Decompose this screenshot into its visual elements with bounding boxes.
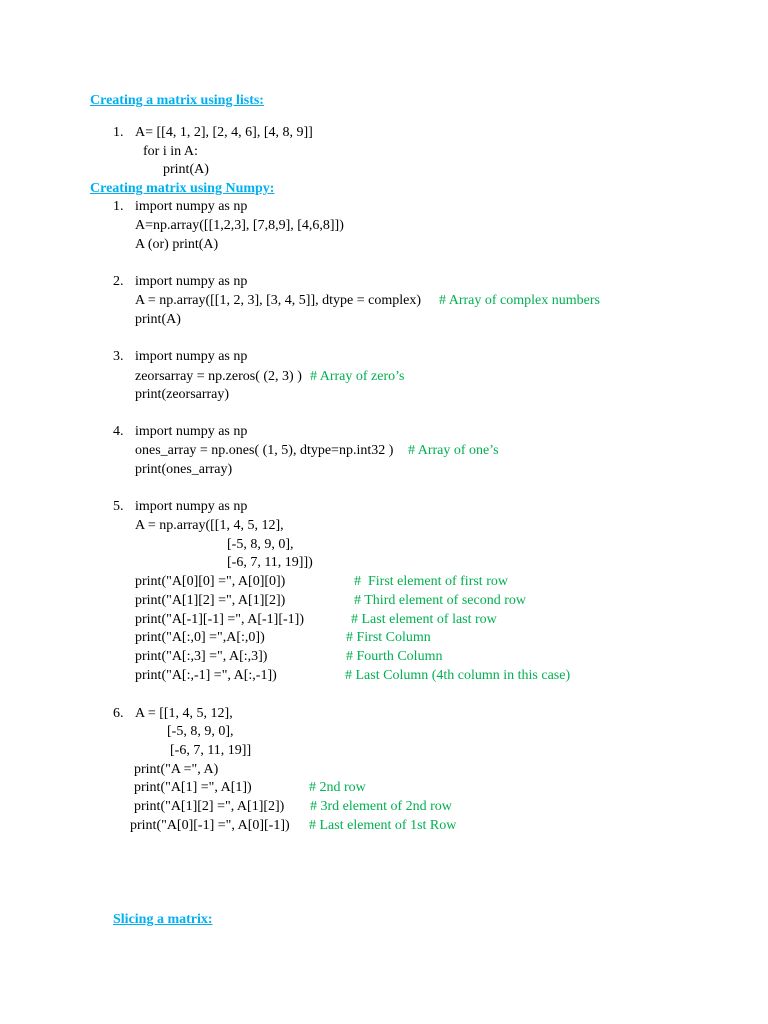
code-line: [-6, 7, 11, 19]]) [227,555,313,570]
code-line: print("A[:,-1] =", A[:,-1]) [135,668,277,683]
code-comment: # 2nd row [309,780,366,795]
heading-slicing-a-matrix: Slicing a matrix: [113,912,213,927]
code-comment: # Last element of last row [351,612,497,627]
code-line: import numpy as np [135,349,248,364]
code-line: print(zeorsarray) [135,387,230,402]
code-line: print("A[0][0] =", A[0][0]) [135,574,286,589]
heading-matrix-using-lists: Creating a matrix using lists: [90,93,264,108]
code-line: print("A =", A) [134,762,219,777]
code-line: for i in A: [143,144,198,159]
code-comment: # Last Column (4th column in this case) [345,668,571,683]
code-comment: # Last element of 1st Row [309,818,457,833]
code-line: import numpy as np [135,424,248,439]
code-line: ones_array = np.ones( (1, 5), dtype=np.int32 ) [135,443,394,458]
code-line: import numpy as np [135,199,248,214]
code-line: A= [[4, 1, 2], [2, 4, 6], [4, 8, 9]] [135,125,313,140]
code-line: import numpy as np [135,274,248,289]
code-line: print("A[0][-1] =", A[0][-1]) [130,818,290,833]
list-number: 1. [113,199,124,214]
code-comment: # Array of one’s [408,443,499,458]
code-line: [-5, 8, 9, 0], [227,537,294,552]
list-number: 3. [113,349,124,364]
code-comment: # Fourth Column [346,649,443,664]
code-line: print(ones_array) [135,462,233,477]
code-comment: # Third element of second row [354,593,526,608]
code-line: print(A) [163,162,209,177]
list-number: 5. [113,499,124,514]
code-comment: # First element of first row [354,574,508,589]
code-line: A=np.array([[1,2,3], [7,8,9], [4,6,8]]) [135,218,344,233]
code-comment: # 3rd element of 2nd row [310,799,452,814]
code-comment: # Array of zero’s [310,369,405,384]
code-line: A = np.array([[1, 2, 3], [3, 4, 5]], dtype = complex) [135,293,421,308]
list-number: 1. [113,125,124,140]
code-line: print("A[-1][-1] =", A[-1][-1]) [135,612,304,627]
code-line: A (or) print(A) [135,237,219,252]
code-comment: # Array of complex numbers [439,293,600,308]
code-line: import numpy as np [135,499,248,514]
code-line: print("A[1][2] =", A[1][2]) [134,799,285,814]
code-line: A = [[1, 4, 5, 12], [135,706,233,721]
code-line: zeorsarray = np.zeros( (2, 3) ) [135,369,302,384]
list-number: 6. [113,706,124,721]
code-line: A = np.array([[1, 4, 5, 12], [135,518,284,533]
code-line: [-5, 8, 9, 0], [167,724,234,739]
code-line: print(A) [135,312,181,327]
code-line: print("A[1][2] =", A[1][2]) [135,593,286,608]
code-line: print("A[:,3] =", A[:,3]) [135,649,268,664]
code-line: print("A[:,0] =",A[:,0]) [135,630,265,645]
heading-matrix-using-numpy: Creating matrix using Numpy: [90,181,275,196]
code-line: [-6, 7, 11, 19]] [170,743,252,758]
list-number: 4. [113,424,124,439]
list-number: 2. [113,274,124,289]
code-line: print("A[1] =", A[1]) [134,780,252,795]
code-comment: # First Column [346,630,431,645]
